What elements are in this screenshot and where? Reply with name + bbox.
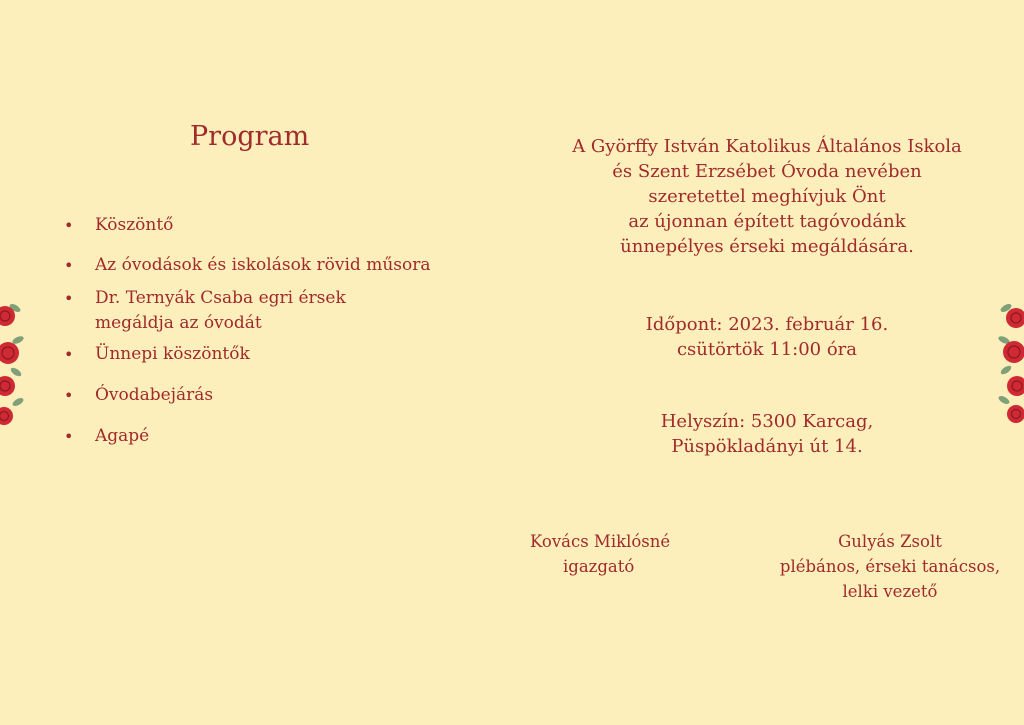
program-item-performance: • Az óvodások és iskolások rövid műsora bbox=[62, 253, 515, 278]
invitation-line: az újonnan épített tagóvodánk bbox=[628, 211, 906, 232]
signature-left-name: Kovács Miklósné bbox=[530, 532, 671, 551]
invitation-text bbox=[520, 134, 1014, 259]
invitation-line: szeretettel meghívjuk Önt bbox=[648, 186, 886, 207]
event-date: Időpont: 2023. február 16. bbox=[645, 314, 889, 335]
event-street: Püspökladányi út 14. bbox=[671, 436, 863, 457]
event-location bbox=[520, 409, 1014, 459]
program-item-tour: • Óvodabejárás bbox=[62, 383, 515, 408]
signature-right-role: plébános, érseki tanácsos, bbox=[779, 557, 1001, 576]
program-title: Program bbox=[190, 121, 310, 152]
program-item-blessing: • Dr. Ternyák Csaba egri érsek megáldja az óvodát bbox=[62, 286, 515, 336]
event-time bbox=[520, 312, 1014, 362]
program-item-greeting: • Köszöntő bbox=[62, 213, 515, 238]
signature-left-role: igazgató bbox=[563, 557, 635, 576]
invitation-line: és Szent Erzsébet Óvoda nevében bbox=[612, 161, 922, 182]
program-item-festive-greetings: • Ünnepi köszöntők bbox=[62, 342, 515, 367]
signature-right bbox=[770, 529, 1010, 604]
program-item-agape: • Agapé bbox=[62, 424, 515, 449]
signature-right-role: lelki vezető bbox=[842, 582, 938, 601]
invitation-line: A Györffy István Katolikus Általános Iskola bbox=[572, 136, 962, 157]
signature-left bbox=[530, 529, 670, 579]
signature-right-name: Gulyás Zsolt bbox=[838, 532, 942, 551]
event-hour: csütörtök 11:00 óra bbox=[676, 339, 858, 360]
event-city: Helyszín: 5300 Karcag, bbox=[660, 411, 874, 432]
invitation-line: ünnepélyes érseki megáldására. bbox=[620, 236, 914, 257]
rose-border-left-icon bbox=[0, 298, 24, 426]
